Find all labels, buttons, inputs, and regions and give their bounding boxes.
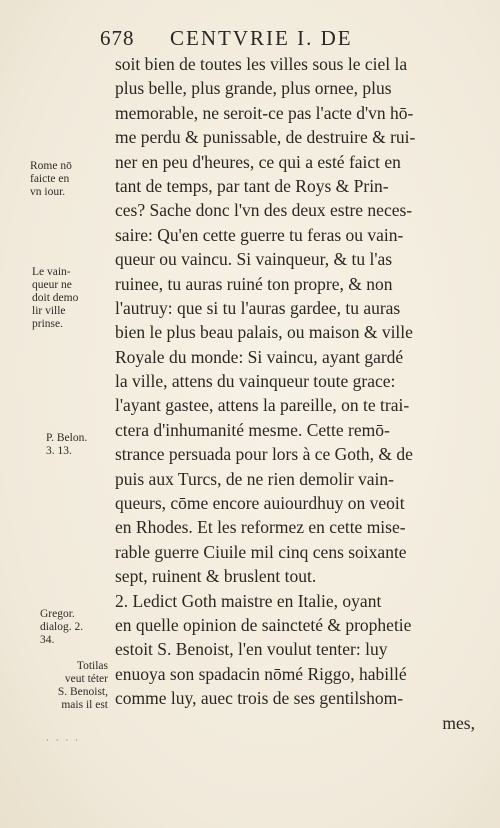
page-header: [100, 18, 420, 52]
text-line: comme luy, auec trois de ses gentilshom-: [115, 688, 404, 709]
text-line: Royale du monde: Si vaincu, ayant gardé: [115, 346, 404, 367]
margin-note-belon: P. Belon. 3. 13.: [46, 432, 88, 457]
text-line: puis aux Turcs, de ne rien demolir vain-: [115, 468, 394, 489]
running-title: CENTVRIE I. DE: [170, 26, 353, 50]
page-number: 678: [100, 26, 135, 50]
ink-specks: · · · ·: [46, 736, 81, 746]
text-line: ces? Sache donc l'vn des deux estre neces-: [115, 200, 413, 221]
text-line: la ville, attens du vainqueur toute grace:: [115, 371, 396, 392]
text-line: bien le plus beau palais, ou maison & ville: [115, 322, 413, 343]
text-line: l'autruy: que si tu l'auras gardee, tu auras: [115, 297, 401, 318]
text-line: strance persuada pour lors à ce Goth, & de: [115, 444, 413, 465]
text-line: en quelle opinion de saincteté & prophetie: [115, 614, 412, 635]
text-line: tant de temps, par tant de Roys & Prin-: [115, 175, 389, 196]
text-line: l'ayant gastee, attens la pareille, on te trai-: [115, 395, 410, 416]
text-line: ctera d'inhumanité mesme. Cette remō-: [115, 419, 390, 440]
margin-note-vainqueur: Le vain- queur ne doit demo lir ville prinse.: [32, 266, 79, 330]
text-line: soit bien de toutes les villes sous le ciel la: [115, 54, 408, 74]
margin-note-rome: Rome nō faicte en vn iour.: [30, 160, 72, 198]
text-line: sept, ruinent & bruslent tout.: [115, 566, 317, 587]
text-line: saire: Qu'en cette guerre tu feras ou vain-: [115, 224, 404, 245]
text-line: me perdu & punissable, de destruire & rui-: [115, 127, 416, 148]
text-line: plus belle, plus grande, plus ornee, plus: [115, 78, 392, 99]
text-line: queur ou vaincu. Si vainqueur, & tu l'as: [115, 249, 393, 270]
text-line: en Rhodes. Et les reformez en cette mise-: [115, 517, 406, 538]
text-line: ruinee, tu auras ruiné ton propre, & non: [115, 273, 393, 294]
text-line: rable guerre Ciuile mil cinq cens soixante: [115, 541, 407, 562]
text-line-catchword: mes,: [442, 712, 475, 733]
margin-note-gregor: Gregor. dialog. 2. 34.: [40, 608, 84, 646]
text-line: 2. Ledict Goth maistre en Italie, oyant: [115, 590, 382, 611]
margin-note-totilas: Totilas veut téter S. Benoist, mais il est: [57, 660, 108, 711]
text-line: ner en peu d'heures, ce qui a esté faict en: [115, 151, 401, 172]
text-line: enuoya son spadacin nōmé Riggo, habillé: [115, 663, 407, 684]
text-line: estoit S. Benoist, l'en voulut tenter: luy: [115, 639, 388, 660]
main-text: [115, 52, 477, 735]
text-line: queurs, cōme encore auiourdhuy on veoit: [115, 493, 405, 514]
text-line: memorable, ne seroit-ce pas l'acte d'vn hō-: [115, 102, 414, 123]
